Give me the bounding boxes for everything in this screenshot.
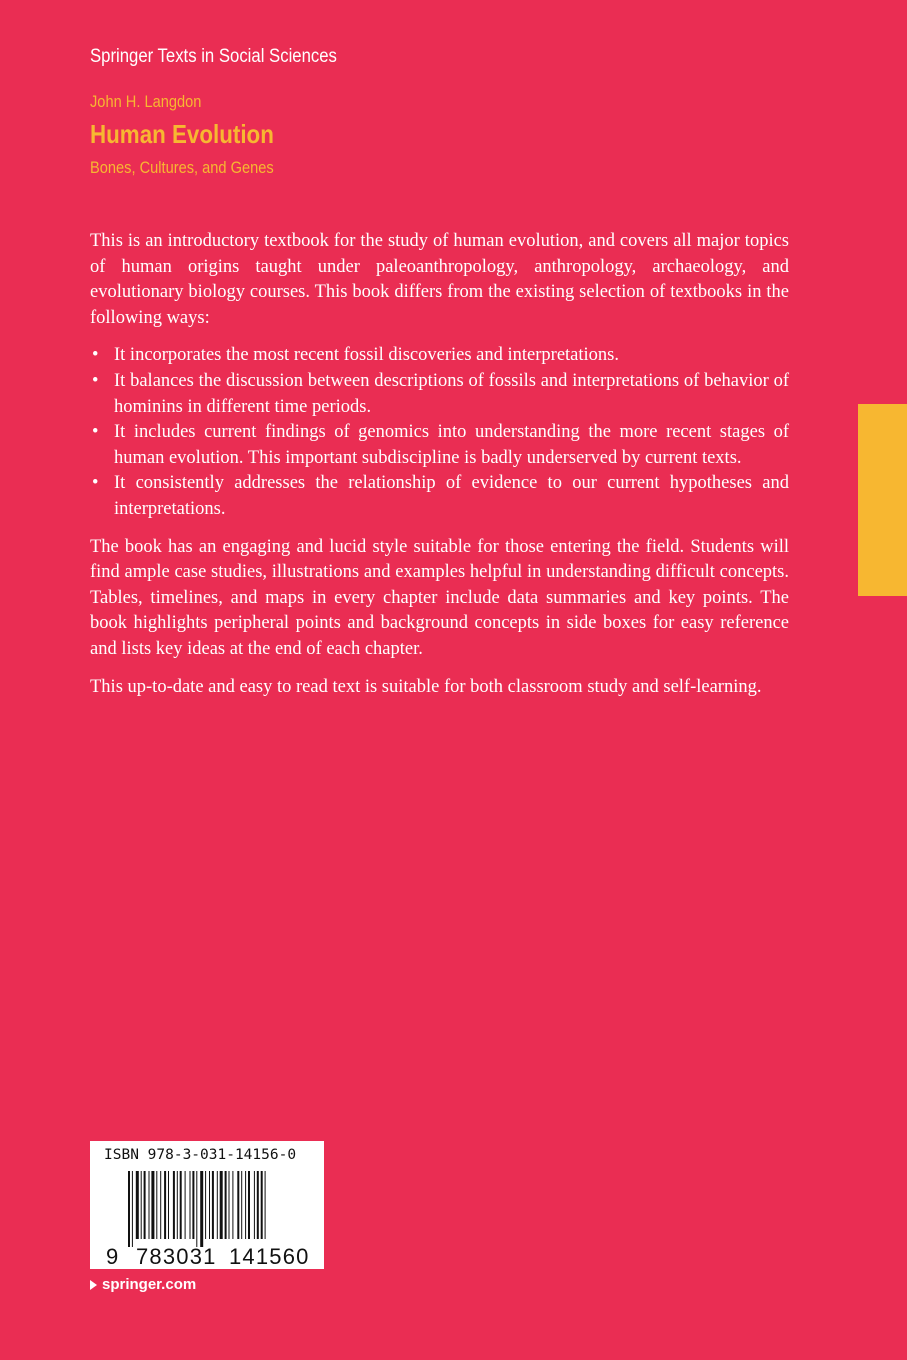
bullet-icon: •: [92, 473, 99, 494]
website-label: springer.com: [102, 1276, 197, 1293]
series-title: Springer Texts in Social Sciences: [90, 46, 337, 67]
barcode-bars-icon: [128, 1171, 308, 1247]
ean-lead-digit: 9: [106, 1244, 119, 1269]
blurb-intro: This is an introductory textbook for the study of human evolution, and covers all major topics of human origins taught under paleoanthropology, anthropology, archaeology, and evolutionary biology courses. This book differs from the existing selection of textbooks in the following ways:: [90, 231, 789, 328]
bullet-icon: •: [92, 370, 99, 391]
feature-list: [90, 343, 789, 522]
author-name: John H. Langdon: [90, 92, 202, 111]
publisher-website[interactable]: [90, 1276, 196, 1293]
feature-item: [90, 420, 789, 471]
spine-color-tab: [858, 404, 907, 596]
feature-text: It includes current findings of genomics into understanding the more recent stages of human evolution. This important subdiscipline is badly underserved by current texts.: [114, 422, 789, 468]
feature-item: [90, 343, 789, 369]
isbn-text: ISBN 978-3-031-14156-0: [104, 1147, 297, 1163]
ean-group-1: 783031: [136, 1244, 217, 1269]
feature-text: It balances the discussion between descriptions of fossils and interpretations of behavior of hominins in different time periods.: [114, 370, 789, 417]
isbn-barcode: [90, 1141, 324, 1269]
feature-item: [90, 369, 789, 420]
blurb: [90, 229, 789, 712]
feature-text: It incorporates the most recent fossil discoveries and interpretations.: [114, 345, 620, 366]
bullet-icon: •: [92, 345, 99, 366]
feature-item: [90, 471, 789, 522]
blurb-paragraph-2: The book has an engaging and lucid style suitable for those entering the field. Students will find ample case studies, illustrations and examples helpful in understanding difficult concepts. Tables, timelines, and maps in every chapter include data summaries and key points. The book highlights peripheral points and background concepts in side boxes for easy reference and lists key ideas at the end of each chapter.: [90, 536, 789, 659]
blurb-paragraph-3: This up-to-date and easy to read text is suitable for both classroom study and self-learning.: [90, 676, 762, 697]
bullet-icon: •: [92, 422, 99, 443]
arrow-right-icon: [90, 1280, 97, 1290]
ean-group-2: 141560: [229, 1244, 310, 1269]
feature-text: It consistently addresses the relationship of evidence to our current hypotheses and interpretations.: [114, 473, 789, 519]
book-subtitle: Bones, Cultures, and Genes: [90, 158, 274, 177]
book-title: Human Evolution: [90, 119, 274, 149]
